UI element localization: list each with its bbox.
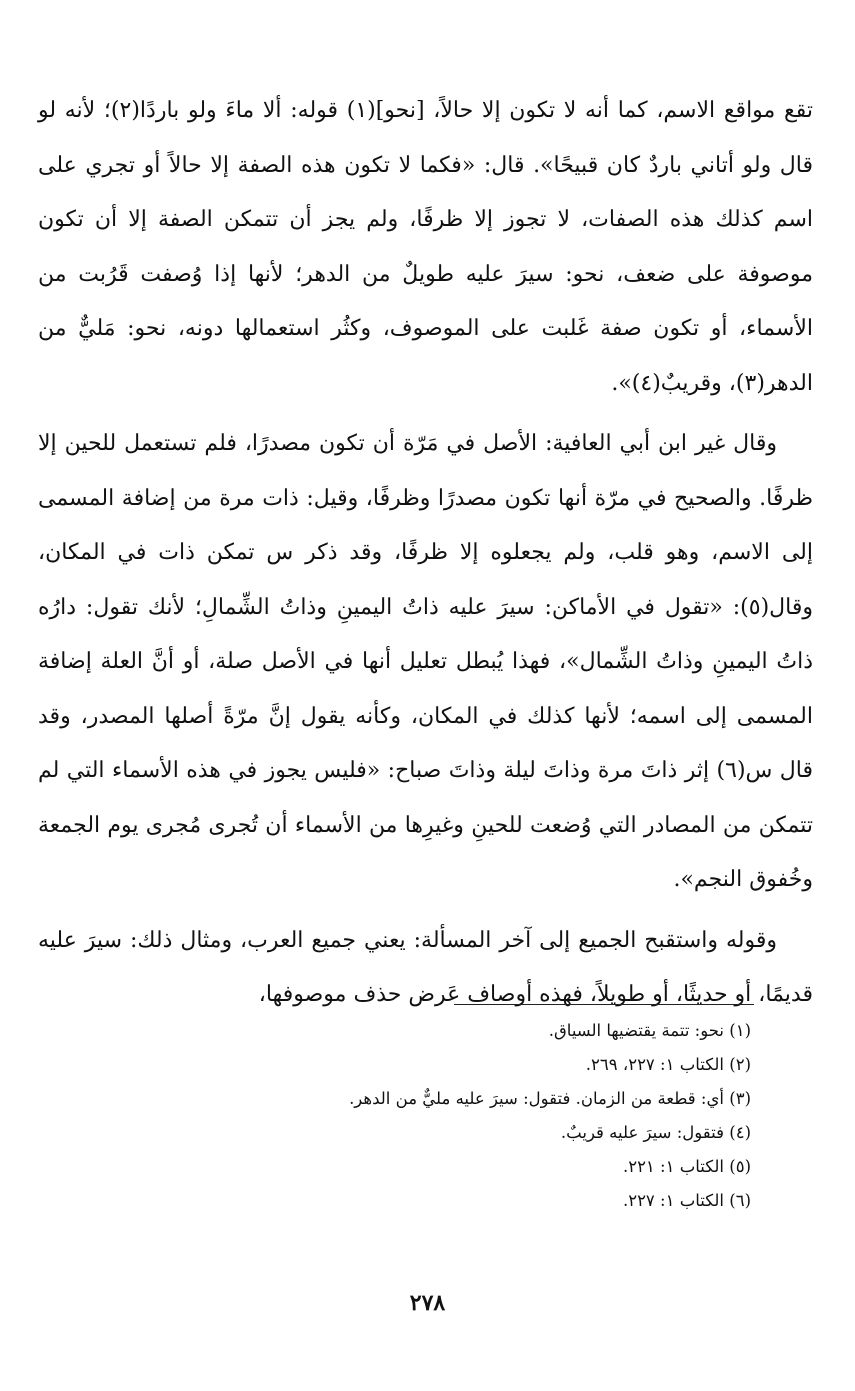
footnote-4: (٤) فتقول: سيرَ عليه قريبٌ. [560,1123,751,1142]
paragraph-1: تقع مواقع الاسم، كما أنه لا تكون إلا حالاً، [نحو](١) قوله: ألا ماءَ ولو باردًا(٢)؛ لأنه لو قال ولو أتاني باردٌ كان قبيحًا». قال: «فكما لا تكون هذه الصفة إلا حالاً أو تجري على اسم كذلك هذه الصفات، لا تجوز إلا ظرفًا، ولم يجز أن تتمكن الصفة إلا أن تكون موصوفة على ضعف، نحو: سيرَ عليه طويلٌ من الدهر؛ لأنها إذا وُصفت قَرُبت من الأسماء، أو تكون صفة غَلبت على الموصوف، وكثُر استعمالها دونه، نحو: مَليٌّ من الدهر(٣)، وقريبٌ(٤)». [38,98,813,396]
footnote-2: (٢) الكتاب ١: ٢٢٧، ٢٦٩. [585,1055,751,1074]
paragraph-3: وقوله واستقبح الجميع إلى آخر المسألة: يعني جميع العرب، ومثال ذلك: سيرَ عليه قديمًا، أو حديثًا، أو طويلاً، فهذه أوصاف عَرض حذف موصوفها، [38,927,813,1007]
paragraph-2: وقال غير ابن أبي العافية: الأصل في مَرّة أن تكون مصدرًا، فلم تستعمل للحين إلا ظرفًا. والصحيح في مرّة أنها تكون مصدرًا وظرفًا، وقيل: ذات مرة من إضافة المسمى إلى الاسم، وهو قلب، ولم يجعلوه إلا ظرفًا، وقد ذكر س تمكن ذات في المكان، وقال(٥): «تقول في الأماكن: سيرَ عليه ذاتُ اليمينِ وذاتُ الشِّمالِ؛ لأنك تقول: دارُه ذاتُ اليمينِ وذاتُ الشِّمال»، فهذا يُبطل تعليل أنها في الأصل صلة، أو أنَّ العلة إضافة المسمى إلى اسمه؛ لأنها كذلك في المكان، وكأنه يقول إنَّ مرّةً أصلها المصدر، وقد قال س(٦) إثر ذاتَ مرة وذاتَ ليلة وذاتَ صباح: «فليس يجوز في هذه الأسماء التي لم تتمكن من المصادر التي وُضعت للحينِ وغيرِها من الأسماء أن تُجرى مُجرى يوم الجمعة وخُفوق النجم». [38,431,813,892]
footnote-1: (١) نحو: تتمة يقتضيها السياق. [548,1021,751,1040]
main-text [38,84,813,1023]
footnote-6: (٦) الكتاب ١: ٢٢٧. [622,1191,751,1210]
footnotes [151,1014,751,1218]
footnote-5: (٥) الكتاب ١: ٢٢١. [622,1157,751,1176]
footnote-separator [454,1004,754,1005]
page-number: ٢٧٨ [409,1290,446,1316]
footnote-3: (٣) أي: قطعة من الزمان. فتقول: سيرَ عليه مليٌّ من الدهر. [349,1089,751,1108]
